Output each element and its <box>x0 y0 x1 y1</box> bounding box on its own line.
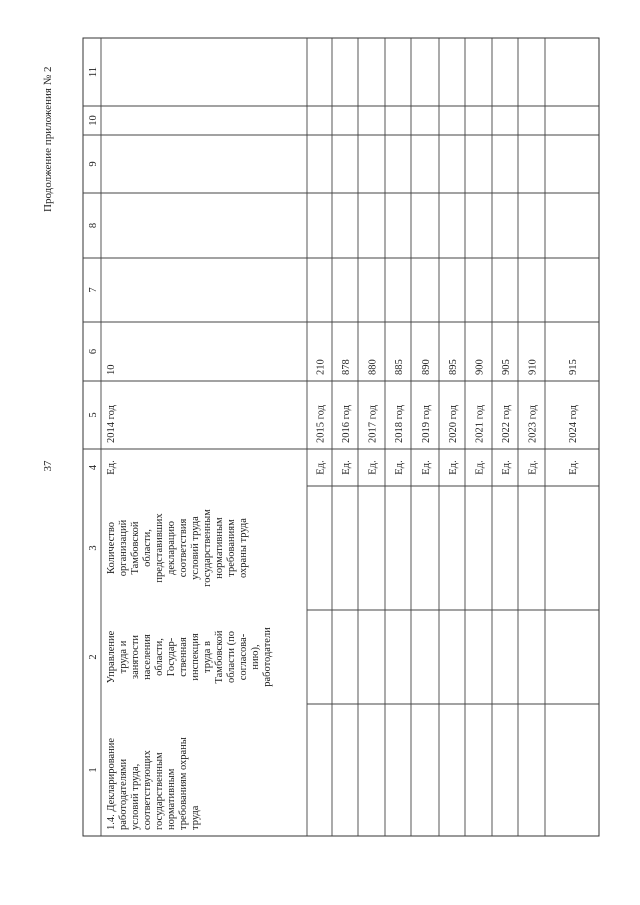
page-header <box>42 67 54 472</box>
rotated-table <box>83 38 599 836</box>
value-cell: 900 <box>474 359 486 375</box>
column-number: 4 <box>88 464 99 471</box>
value-cell: 895 <box>448 359 459 375</box>
year-cell: 2014 год <box>106 405 117 443</box>
unit-cell: Ед. <box>315 460 327 475</box>
unit-cell: Ед. <box>421 460 432 475</box>
item-title-line: соответствующих <box>142 750 153 830</box>
indicator-line: нормативным <box>214 517 225 579</box>
value-cell: 905 <box>501 359 512 375</box>
column-number: 1 <box>88 767 99 773</box>
unit-cell: Ед. <box>568 460 579 475</box>
unit-cell: Ед. <box>106 460 117 475</box>
responsible-line: труда и <box>118 640 129 674</box>
indicator-line: декларацию <box>166 521 177 575</box>
column-number: 11 <box>88 66 99 78</box>
item-title-line: нормативным <box>166 768 177 830</box>
responsible-line: области (по <box>226 630 237 684</box>
indicator-line: условий труда <box>190 516 201 580</box>
year-cell: 2016 год <box>341 405 352 443</box>
item-title-line: условий труда, <box>130 763 141 830</box>
value-cell: 878 <box>341 359 352 375</box>
responsible-line: согласова- <box>238 633 249 681</box>
year-cell: 2020 год <box>448 405 459 443</box>
item-title-line: требованиям охраны <box>178 737 189 830</box>
unit-cell: Ед. <box>341 460 352 475</box>
unit-cell: Ед. <box>394 460 405 475</box>
indicator-line: охраны труда <box>238 518 249 578</box>
unit-cell: Ед. <box>527 460 539 475</box>
indicator-line: представивших <box>154 513 165 583</box>
value-cell: 915 <box>568 359 579 375</box>
column-number: 5 <box>88 412 99 418</box>
year-cell: 2017 год <box>367 405 379 443</box>
year-cell: 2023 год <box>527 405 539 443</box>
main-row <box>106 365 273 831</box>
unit-cell: Ед. <box>474 460 486 475</box>
responsible-line: Управление <box>106 630 117 684</box>
year-cell: 2022 год <box>501 405 512 443</box>
page-number: 37 <box>42 460 54 472</box>
responsible-line: нию), <box>250 644 261 670</box>
column-number: 10 <box>88 115 99 126</box>
value-cell: 210 <box>315 359 327 375</box>
column-number: 2 <box>88 654 99 660</box>
value-cell: 880 <box>367 359 379 375</box>
responsible-line: работодатели <box>262 627 273 687</box>
responsible-line: Тамбовской <box>214 630 225 684</box>
item-title-line: 1.4. Декларирование <box>106 737 117 830</box>
year-rows <box>316 359 580 474</box>
column-number: 7 <box>88 287 99 293</box>
year-cell: 2024 год <box>568 405 579 443</box>
item-title-line: работодателями <box>118 758 129 830</box>
responsible-line: труда в <box>202 640 213 674</box>
responsible-line: занятости <box>130 634 141 680</box>
value-cell: 885 <box>394 359 405 375</box>
responsible-line: населения <box>142 634 153 680</box>
column-number: 3 <box>88 545 99 551</box>
running-header: Продолжение приложения № 2 <box>42 66 54 212</box>
year-cell: 2019 год <box>421 405 432 443</box>
indicator-line: государственным <box>202 509 213 587</box>
value-cell: 910 <box>527 359 539 375</box>
column-number: 9 <box>88 161 99 167</box>
column-number: 6 <box>88 348 99 355</box>
year-cell: 2021 год <box>474 405 486 443</box>
responsible-line: области, <box>154 638 165 676</box>
responsible-line: Государ- <box>166 637 177 677</box>
column-number-row <box>88 67 99 773</box>
indicator-line: требованиям <box>226 519 237 577</box>
value-cell: 890 <box>421 359 432 375</box>
unit-cell: Ед. <box>367 460 379 475</box>
item-title-line: труда <box>190 805 201 830</box>
unit-cell: Ед. <box>448 460 459 475</box>
year-cell: 2015 год <box>315 405 327 443</box>
item-title-line: государственным <box>154 752 165 830</box>
indicator-line: соответствия <box>178 518 189 578</box>
indicator-line: организаций <box>118 519 129 577</box>
indicator-line: Количество <box>106 521 117 575</box>
indicator-line: области, <box>142 529 153 567</box>
responsible-line: инспекция <box>190 633 201 681</box>
indicator-line: Тамбовской <box>130 521 141 575</box>
value-cell: 10 <box>106 364 117 375</box>
year-cell: 2018 год <box>394 405 405 443</box>
unit-cell: Ед. <box>501 460 512 475</box>
column-number: 8 <box>88 222 99 229</box>
responsible-line: ственная <box>178 637 189 677</box>
